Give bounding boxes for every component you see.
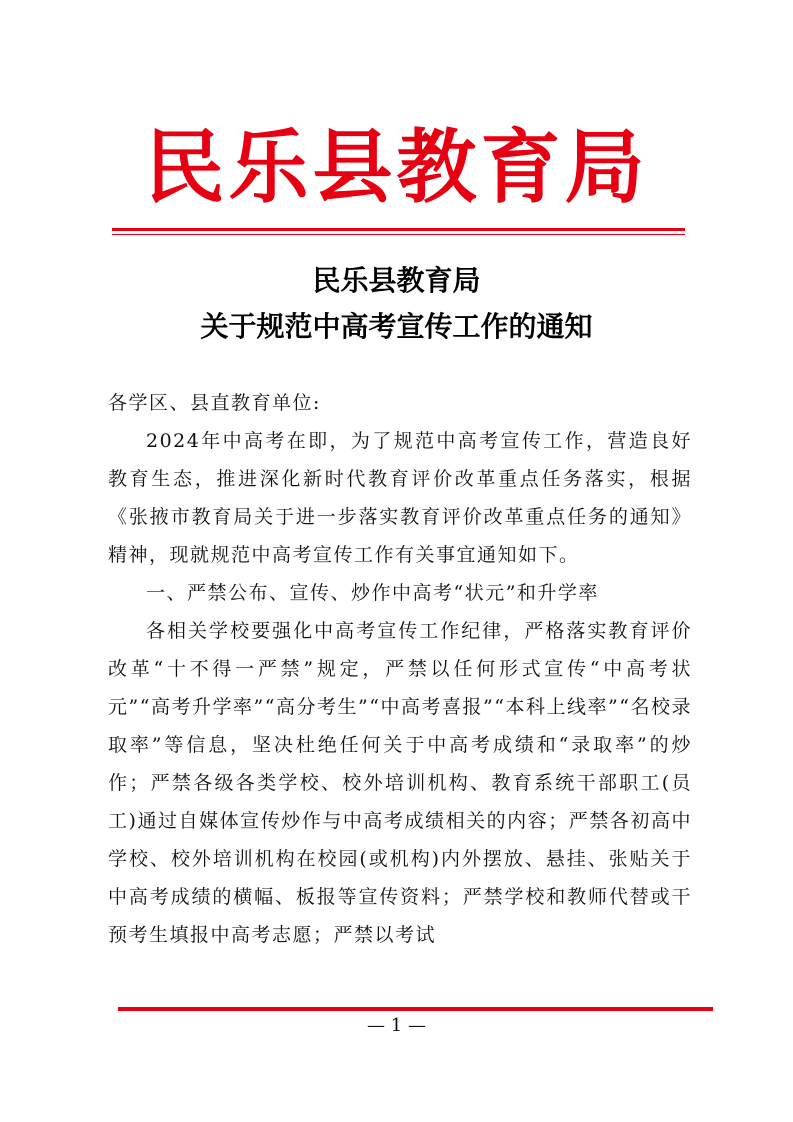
document-title bbox=[0, 258, 793, 350]
body-paragraph-section-1: 各相关学校要强化中高考宣传工作纪律，严格落实教育评价改革“十不得一严禁”规定，严禁以任何形式宣传“中高考状元”“高考升学率”“高分考生”“中高考喜报”“本科上线率”“名校录取率”等信息，坚决杜绝任何关于中高考成绩和“录取率”的炒作；严禁各级各类学校、校外培训机构、教育系统干部职工(员工)通过自媒体宣传炒作与中高考成绩相关的内容；严禁各初高中学校、校外培训机构在校园(或机构)内外摆放、悬挂、张贴关于中高考成绩的横幅、板报等宣传资料；严禁学校和教师代替或干预考生填报中高考志愿；严禁以考试 bbox=[108, 620, 692, 946]
document-title-line1: 民乐县教育局 bbox=[312, 264, 481, 297]
body-paragraph-intro: 2024年中高考在即，为了规范中高考宣传工作，营造良好教育生态，推进深化新时代教育评价改革重点任务落实，根据《张掖市教育局关于进一步落实教育评价改革重点任务的通知》精神，现就规范中高考宣传工作有关事宜通知如下。 bbox=[108, 430, 692, 566]
document-title-line2: 关于规范中高考宣传工作的通知 bbox=[200, 310, 593, 343]
salutation: 各学区、县直教育单位: bbox=[108, 392, 321, 414]
document-body bbox=[108, 384, 692, 954]
letterhead-organization-name: 民乐县教育局 bbox=[144, 120, 649, 214]
section-heading-1: 一、严禁公布、宣传、炒作中高考“状元”和升学率 bbox=[146, 582, 599, 604]
page-number: — 1 — bbox=[367, 1015, 426, 1036]
letterhead-red-rule bbox=[112, 228, 685, 231]
footer-red-rule bbox=[118, 1007, 713, 1011]
letterhead-red-rule-thin bbox=[112, 234, 685, 235]
